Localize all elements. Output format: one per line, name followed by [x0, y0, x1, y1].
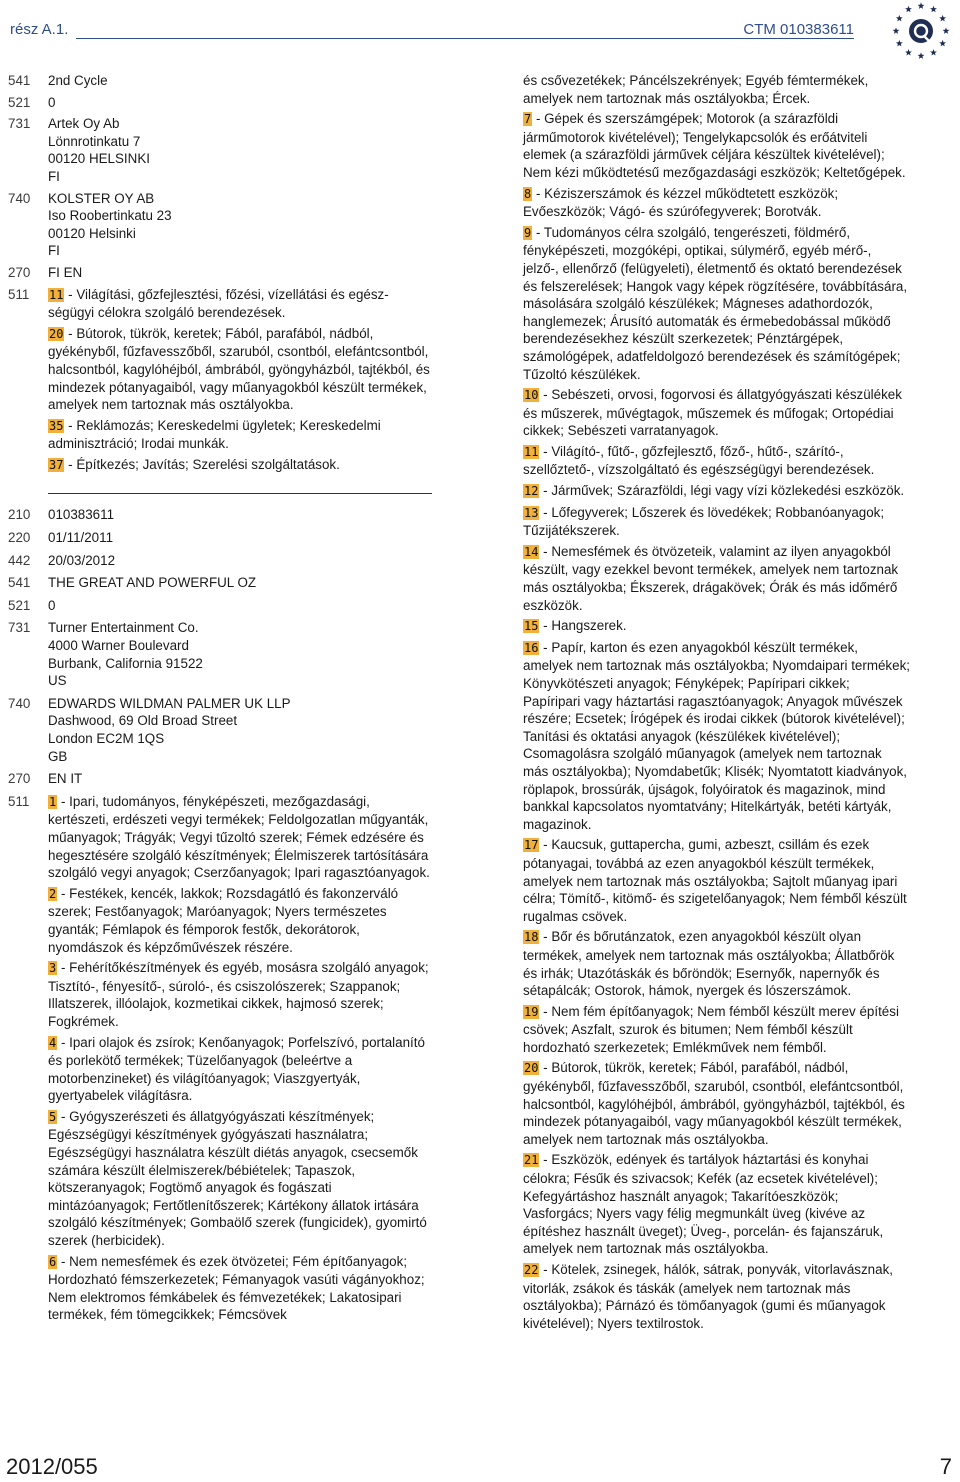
goods-class: [523, 1261, 910, 1332]
class-description: - Hangszerek.: [539, 618, 627, 634]
class-description: - Fehérítőkészítmények és egyéb, mosásra szolgáló anyagok; Tisztító-, fényesítő-, súroló-, és csiszolószerek; Szappanok; Illatszerek, illóolajok, kozmetikai cikkek, hajmosó szerek; Fogkrémek.: [48, 960, 429, 1029]
goods-class: [523, 110, 910, 181]
goods-class: [523, 443, 910, 479]
class-description: - Járművek; Szárazföldi, légi vagy vízi közlekedési eszközök.: [539, 483, 905, 499]
field-code: 210: [8, 507, 31, 523]
class-number: 16: [524, 640, 539, 655]
star-icon: [918, 2, 925, 9]
eu-stars-logo: [884, 0, 954, 70]
publication-date: 20/03/2012: [48, 552, 116, 568]
page-number: 7: [939, 1454, 952, 1479]
field-code: 521: [8, 94, 31, 110]
goods-class: [48, 885, 432, 956]
owner-line: 00120 HELSINKI: [48, 151, 150, 167]
field-740-representative: [8, 695, 432, 765]
star-icon: [905, 49, 912, 56]
star-icon: [943, 27, 950, 34]
field-442: [8, 552, 432, 570]
class-description: - Bútorok, tükrök, keretek; Fából, parafából, nádból, gyékényből, fűzfavesszőből, szaruból, csontból, elefántcsontból, halcsontból, kagylóhéjból, ámbrából, gyöngyházból, tajtékból, és mindezek pótanyagaiból, vagy műanyagokból készült termékek, amelyek nem tartoznak más osztályokba.: [523, 1060, 905, 1147]
languages: FI EN: [48, 264, 83, 280]
owner-line: FI: [48, 168, 60, 184]
field-731-owner: [8, 115, 432, 185]
class-number: 4: [49, 1035, 57, 1050]
owner-line: Turner Entertainment Co.: [48, 620, 199, 636]
class-number: 17: [524, 838, 539, 853]
goods-class: [48, 959, 432, 1030]
goods-class: [48, 325, 432, 414]
field-220: [8, 529, 432, 547]
class-number: 22: [524, 1263, 539, 1277]
class-description: - Sebészeti, orvosi, fogorvosi és állatgyógyászati készülékek és műszerek, művégtagok, műszemek és műfogak; Ortopédiai cikkek; Sebészeti varratanyagok.: [523, 387, 902, 439]
trademark-record: [8, 506, 432, 1324]
star-icon: [905, 6, 912, 13]
class-number: 21: [524, 1153, 539, 1168]
class-description: - Nem nemesfémek és ezek ötvözetei; Fém építőanyagok; Hordozható fémszerkezetek; Fémanyagok vasúti vágányokhoz; Nem elektromos fémkábelek és fémvezetékek; Lakatosipari termékek, fém tömegcikkek; Fémcsövek: [48, 1253, 425, 1323]
trademark-record: [8, 72, 432, 474]
field-541: [8, 574, 432, 592]
representative-line: EDWARDS WILDMAN PALMER UK LLP: [48, 695, 291, 711]
goods-class: [523, 1151, 910, 1258]
goods-class: [523, 1059, 910, 1148]
class-number: 18: [524, 930, 539, 945]
field-541: [8, 72, 432, 90]
trademark-number-header: CTM 010383611: [743, 21, 854, 38]
representative-line: 00120 Helsinki: [48, 225, 136, 241]
field-740-representative: [8, 190, 432, 260]
class-number: 12: [524, 484, 539, 499]
star-icon: [939, 15, 946, 22]
class-number: 1: [49, 794, 57, 809]
owner-line: Artek Oy Ab: [48, 116, 120, 132]
class-description: - Világítási, gőzfejlesztési, főzési, vízellátási és egész-ségügyi célokra szolgáló berendezések.: [48, 286, 389, 321]
representative-line: Dashwood, 69 Old Broad Street: [48, 713, 238, 729]
representative-line: London EC2M 1QS: [48, 731, 165, 746]
field-value: 0: [48, 597, 56, 613]
class-number: 8: [524, 186, 532, 201]
class-description: - Kaucsuk, guttapercha, gumi, azbeszt, csillám és ezek pótanyagai, továbbá az ezen anyagokból készült termékek, amelyek nem tartoznak más osztályokba; Sajtolt műanyag ipari célra; Tömítő-, kitömő- és szigetelőanyagok; Nem fémből készült rugalmas csövek.: [523, 837, 907, 924]
star-icon: [930, 6, 937, 13]
class-number: 7: [524, 112, 532, 127]
application-number: 010383611: [48, 507, 115, 523]
field-210: [8, 506, 432, 524]
owner-line: 4000 Warner Boulevard: [48, 638, 189, 654]
goods-class: [523, 928, 910, 999]
goods-class: [48, 1034, 432, 1105]
owner-line: Burbank, California 91522: [48, 655, 203, 671]
field-code: 511: [8, 286, 30, 302]
goods-class: [523, 639, 910, 834]
left-column: [8, 72, 432, 1324]
star-icon: [896, 15, 903, 22]
class-number: 37: [49, 457, 64, 472]
representative-line: KOLSTER OY AB: [48, 190, 155, 206]
field-code: 740: [8, 190, 31, 206]
field-value: 0: [48, 94, 56, 110]
field-code: 511: [8, 793, 30, 809]
star-icon: [918, 52, 925, 59]
field-code: 541: [8, 575, 31, 591]
star-icon: [939, 40, 946, 47]
class-description: - Reklámozás; Kereskedelmi ügyletek; Kereskedelmi adminisztráció; Irodai munkák.: [48, 417, 381, 452]
goods-class: [48, 1253, 432, 1324]
class-description: - Nemesfémek és ötvözeteik, valamint az ilyen anyagokból készült, vagy ezekkel bevont termékek, amelyek nem tartoznak más osztályokba; Ékszerek, drágakövek; Órák és más időmérő eszközök.: [523, 543, 899, 613]
class-description: - Kötelek, zsinegek, hálók, sátrak, ponyvák, vitorlavásznak, vitorlák, zsákok és táskák (amelyek nem tartoznak más osztályokba); Párnázó és tömőanyagok (gumi és műanyagok kivételével); Nyers textilrostok.: [523, 1262, 893, 1331]
header-rule: [76, 38, 854, 39]
class-number: 9: [524, 225, 532, 240]
class-number: 15: [524, 619, 539, 634]
goods-class: [48, 286, 432, 322]
star-icon: [896, 40, 903, 47]
class-number: 19: [524, 1004, 539, 1019]
goods-class: [48, 417, 432, 453]
class-description: - Eszközök, edények és tartályok háztartási és konyhai célokra; Fésűk és szivacsok; Kefék (az ecsetek kivételével); Kefegyártáshoz használt anyagok; Takarítóeszközök; Vasforgács; Nyers vagy félig megmunkált üveg (kivéve az építéshez használt üveget); Üveg-, porcelán- és fajanszáruk, amelyek nem tartoznak más osztályokba.: [523, 1152, 884, 1257]
field-521: [8, 597, 432, 615]
record-separator: [48, 493, 432, 494]
field-511-goods: [8, 286, 432, 475]
class-number: 3: [49, 961, 57, 976]
mark-name: THE GREAT AND POWERFUL OZ: [48, 575, 257, 591]
goods-class: [48, 1108, 432, 1250]
owner-line: Lönnrotinkatu 7: [48, 133, 141, 149]
goods-class: [523, 224, 910, 383]
goods-class: [48, 793, 432, 882]
goods-class: [523, 386, 910, 440]
class-description: - Papír, karton és ezen anyagokból készült termékek, amelyek nem tartoznak más osztályokba; Nyomdaipari termékek; Könyvkötészeti anyagok; Fényképek; Papíripari cikkek; Papíripari vagy háztartási ragasztóanyagok; Anyagok művészek részére; Ecsetek; Írógépek és irodai cikkek (bútorok kivételével); Tanítási és oktatási anyagok (készülékek kivételével); Csomagolásra szolgáló műanyagok (amelyek nem tartoznak más osztályokba); Nyomdabetűk; Klisék; Nyomtatott kiadványok, röplapok, brossúrák, újságok, folyóiratok és magazinok, mind bankkal kapcsolatos nyomtatvány; Hitelkártyák, betéti kártyák, magazinok.: [523, 639, 910, 832]
goods-class: [523, 543, 910, 614]
goods-class: [523, 185, 910, 221]
owner-line: US: [48, 673, 67, 689]
class-number: 6: [49, 1254, 57, 1269]
goods-class: [523, 836, 910, 925]
field-code: 220: [8, 530, 31, 546]
right-column: [523, 72, 910, 1332]
field-code: 270: [8, 771, 31, 787]
filing-date: 01/11/2011: [48, 530, 114, 546]
class-description: - Kéziszerszámok és kézzel működtetett eszközök; Evőeszközök; Vágó- és szúrófegyverek; Borotvák.: [523, 185, 839, 220]
class-description: - Gyógyszerészeti és állatgyógyászati készítmények; Egészségügyi készítmények gyógyászati használatra; Egészségügyi használatra készült diétás anyagok, csecsemők számára készült élelmiszerek/bébiételek; Tapaszok, kötszeranyagok; Fogtömő anyagok és fogászati mintázóanyagok; Fertőtlenítőszerek; Kártékony állatok irtására szolgáló készítmények; Gombaölő szerek (fungicidek), gyomirtó szerek (herbicidek).: [48, 1108, 427, 1249]
field-code: 740: [8, 695, 31, 711]
class-number: 20: [524, 1061, 539, 1076]
goods-class: [48, 456, 432, 475]
class-number: 13: [524, 505, 539, 520]
class-description: - Tudományos célra szolgáló, tengerészeti, földmérő, fényképészeti, mozgóképi, optikai, súlymérő, egyéb mérő-, jelző-, ellenőrző (felügyeleti), életmentő és oktató berendezések és felszerelések; Hangok vagy képek rögzítésére, továbbítására, másolására szolgáló készülékek; Mágneses adathordozók, hanglemezek; Árusító automaták és érmebedobással működő berendezésekhez készült szerkezetek; Pénztárgépek, számológépek, adatfeldolgozó berendezések és számítógépek; Tűzoltó készülékek.: [523, 224, 908, 382]
class-description: - Bőr és bőrutánzatok, ezen anyagokból készült olyan termékek, amelyek nem tartoznak más osztályokba; Állatbőrök és irhák; Utazótáskák és bőröndök; Esernyők, napernyők és sétapálcák; Ostorok, hámok, nyergek és lószerszámok.: [523, 929, 895, 999]
class-description: - Ipari olajok és zsírok; Kenőanyagok; Porfelszívó, portalanító és porlekötő termékek; Tüzelőanyagok (beleértve a motorbenzineket) és világítóanyagok; Viaszgyertyák, gyertyabelek világításra.: [48, 1034, 425, 1104]
issue-number: 2012/055: [6, 1454, 98, 1479]
field-code: 270: [8, 264, 31, 280]
goods-class: [523, 482, 910, 501]
class-number: 11: [49, 287, 64, 302]
class-description: - Világító-, fűtő-, gőzfejlesztő, főző-, hűtő-, szárító-, szellőztető-, vízszolgáltató és egészségügyi berendezések.: [523, 443, 875, 478]
field-code: 731: [8, 620, 31, 636]
field-code: 541: [8, 73, 31, 88]
goods-class: [523, 1003, 910, 1057]
goods-class: [523, 504, 910, 540]
representative-line: Iso Roobertinkatu 23: [48, 208, 172, 224]
field-521: [8, 94, 432, 112]
field-code: 521: [8, 597, 31, 613]
class-number: 10: [524, 388, 539, 403]
class-description: - Nem fém építőanyagok; Nem fémből készült merev építési csövek; Aszfalt, szurok és bitumen; Nem fémből készült hordozható szerkezetek; Emlékművek nem fémből.: [523, 1003, 899, 1055]
languages: EN IT: [48, 771, 83, 787]
representative-line: GB: [48, 748, 68, 764]
field-code: 731: [8, 116, 31, 132]
class-number: 20: [49, 326, 64, 341]
class-number: 35: [49, 418, 64, 433]
representative-line: FI: [48, 243, 60, 259]
star-icon: [930, 49, 937, 56]
class-number: 5: [49, 1109, 57, 1124]
goods-class-continuation: és csővezetékek; Páncélszekrények; Egyéb fémtermékek, amelyek nem tartoznak más osztályokba; Ércek.: [523, 73, 869, 106]
class-number: 2: [49, 886, 57, 901]
class-number: 11: [524, 444, 539, 459]
field-511-goods: [8, 793, 432, 1324]
field-731-owner: [8, 619, 432, 689]
class-description: - Bútorok, tükrök, keretek; Fából, parafából, nádból, gyékényből, fűzfavesszőből, szaruból, csontból, elefántcsontból, halcsontból, kagylóhéjból, ámbrából, gyöngyházból, tajtékból, és mindezek pótanyagaiból, vagy műanyagokból készült termékek, amelyek nem tartoznak más osztályokba.: [48, 325, 430, 413]
mark-name: 2nd Cycle: [48, 73, 108, 88]
field-code: 442: [8, 552, 31, 568]
class-number: 14: [524, 544, 539, 559]
class-description: - Gépek és szerszámgépek; Motorok (a szárazföldi járműmotorok kivételével); Tengelykapcsolók és erőátviteli elemek (a szárazföldi járművek céljára készültek kivételével); Nem kézi működtetésű mezőgazdasági eszközök; Keltetőgépek.: [523, 111, 906, 180]
field-270-languages: [8, 770, 432, 788]
class-description: - Festékek, kencék, lakkok; Rozsdagátló és fakonzerváló szerek; Festőanyagok; Maróanyagok; Nyers természetes gyanták; Fémlapok és fémporok festők, dekorátorok, nyomdászok és képzőművészek részére.: [48, 885, 399, 955]
class-description: - Építkezés; Javítás; Szerelési szolgáltatások.: [64, 456, 340, 472]
field-270-languages: [8, 264, 432, 282]
star-icon: [893, 27, 900, 34]
goods-class: [523, 617, 910, 636]
class-description: - Lőfegyverek; Lőszerek és lövedékek; Robbanóanyagok; Tűzijátékszerek.: [523, 504, 885, 539]
section-label: rész A.1.: [10, 21, 69, 38]
class-description: - Ipari, tudományos, fényképészeti, mezőgazdasági, kertészeti, erdészeti vegyi termékek; Feldolgozatlan műgyanták, műanyagok; Trágyák; Vegyi tűzoltó szerek; Fémek edzésére és hegesztésére szolgáló készítmények; Élelmiszerek tartósítására szolgáló vegyi anyagok; Cserzőanyagok; Ipari ragasztóanyagok.: [48, 793, 430, 881]
